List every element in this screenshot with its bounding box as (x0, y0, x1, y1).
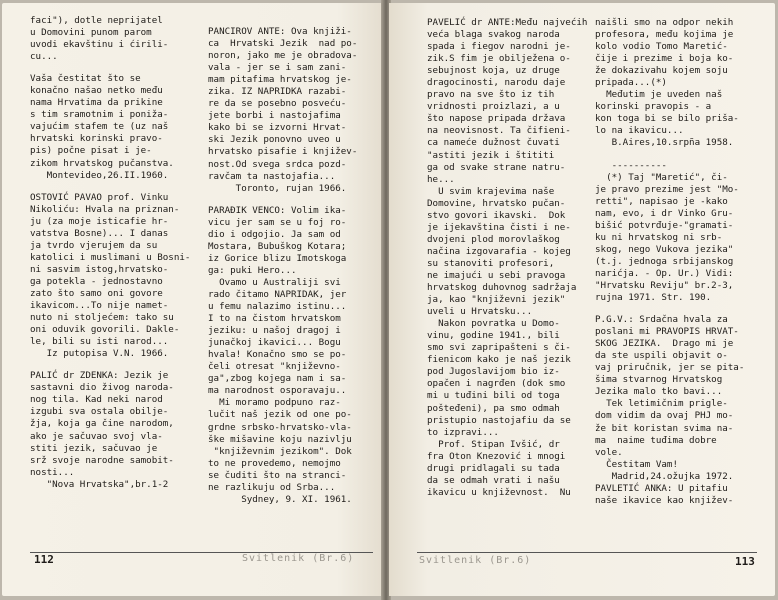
text-line: s tim sramotnim i poniža- (30, 109, 169, 121)
text-line: vinu, godine 1941., bili (427, 330, 560, 342)
text-line: ga od svake strane natru- (427, 161, 566, 173)
right-page (389, 3, 775, 596)
text-line: bišić potvrđuje-"gramati- (595, 219, 734, 231)
text-line: Toronto, rujan 1966. (208, 182, 347, 194)
text-line: ga potekla - jednostavno (30, 275, 163, 287)
text-line: Sydney, 9. XI. 1961. (208, 493, 352, 505)
text-line: ne imajući u sebi pravoga (427, 269, 566, 281)
running-title-right: Svitlenik (Br.6) (419, 555, 532, 566)
text-line (595, 304, 771, 314)
text-line: noron, jako me je obradova- (208, 50, 358, 62)
text-line: hrvatsko pisafie i književ- (208, 146, 358, 158)
text-line: čeli otresat "književno- (208, 361, 341, 373)
text-line: što napose pripada država (427, 113, 566, 125)
text-line: naše ikavice kao književ- (595, 494, 734, 506)
text-line: šima stvarnog Hrvatskog (595, 374, 723, 386)
text-line: ja tvrdo vjerujem da su (30, 239, 158, 251)
text-line: PALIĆ dr ZDENKA: Jezik je (30, 370, 169, 382)
text-line: su stanoviti profesori, (427, 257, 555, 269)
text-line: nam, evo, i dr Vinko Gru- (595, 207, 734, 219)
text-line: vajućim stafem te (uz naš (30, 121, 169, 133)
text-line: B.Aires,10.srpña 1958. (595, 137, 734, 149)
page-number-left: 112 (34, 553, 54, 566)
text-line: hvala! Konačno smo se po- (208, 349, 347, 361)
text-line: na neovisnost. Ta čifieni- (427, 125, 571, 137)
text-line: uveli u Hrvatsku... (427, 306, 533, 318)
text-line: he... (427, 173, 455, 185)
text-line: ravčam ta nastojafia... (208, 170, 336, 182)
text-line: stiti jezik, sačuvao je (30, 442, 158, 454)
text-line: narićja. - Op. Ur.) Vidi: (595, 267, 734, 279)
text-line: skog, nego Vukova jezika" (595, 243, 734, 255)
text-line (30, 360, 208, 370)
text-line: opačen i nagrđen (dok smo (427, 378, 566, 390)
text-line: OSTOVIĆ PAVAO prof. Vinku (30, 191, 169, 203)
text-line: kako bi se izvorni Hrvat- (208, 122, 347, 134)
text-line: ski Jezik ponovno uveo u (208, 134, 341, 146)
text-line: Mi moramo podpuno raz- (208, 397, 341, 409)
text-line: ju (za moje isticafie hr- (30, 215, 169, 227)
text-line (30, 182, 208, 192)
text-line: ni sasvim istog,hrvatsko- (30, 263, 169, 275)
text-line: hrvatskog duhovnog sadržaja (427, 282, 577, 294)
text-line: to izpravi... (427, 426, 499, 438)
text-line: rujna 1971. Str. 190. (595, 292, 712, 304)
text-line: pis) počne pisat i je- (30, 145, 152, 157)
text-line: nosti... (30, 466, 75, 478)
text-line: PAVELIĆ dr ANTE:Među najvećih (427, 17, 588, 28)
text-line: SKOG JEZIKA. Drago mi je (595, 338, 734, 350)
text-line: retti", napisao je -kako (595, 195, 728, 207)
text-line: sastavni dio živog naroda- (30, 382, 174, 394)
text-line: vole. (595, 446, 623, 458)
text-line: ca nameće dužnost čuvati (427, 137, 560, 149)
text-line: P.G.V.: Srdačna hvala za (595, 314, 728, 326)
text-line: u Domovini punom parom (30, 27, 152, 39)
text-line: nuto ni stoljećem: tako su (30, 312, 174, 324)
text-line: PANCIROV ANTE: Ova knjiži- (208, 26, 352, 37)
text-line: iz Gorice blizu Imotskoga (208, 252, 347, 264)
left-column-1 (30, 15, 208, 491)
running-title-left: Svitlenik (Br.6) (242, 553, 355, 564)
text-line: re da se posebno posveću- (208, 98, 347, 110)
text-line: vaj priručnik, jer se pita- (595, 362, 745, 374)
text-line: že dokazivahu kojem soju (595, 65, 728, 77)
text-line: vicu jer sam se u foj ro- (208, 216, 347, 228)
text-line: Madrid,24.ožujka 1972. (595, 470, 734, 482)
text-line: zato što samo oni govore (30, 287, 163, 299)
text-line: korinski pravopis - a (595, 101, 712, 113)
text-line: ja, kao "književni jezik" (427, 294, 566, 306)
text-line: že bit koristan svima na- (595, 422, 734, 434)
text-line: fra Oton Knezović i mnogi (427, 450, 566, 462)
text-line: ma narodnost osporavaju.. (208, 385, 347, 397)
text-line: jete borbi i nastojafima (208, 110, 341, 122)
text-line: pripada...(*) (595, 77, 667, 89)
text-line: ca Hrvatski Jezik nad po- (208, 38, 358, 50)
text-line: drugi pridlagali su tada (427, 462, 560, 474)
text-line: Tek letimičnim priglе- (595, 398, 728, 410)
text-line: oni oduvik govorili. Dakle- (30, 324, 180, 336)
text-line: da se odmah vrati i našu (427, 474, 560, 486)
text-line: kon toga bi se bilo priša- (595, 113, 739, 125)
text-line: Nikoliću: Hvala na priznan- (30, 203, 180, 215)
text-line: ku ni hrvatskog ni srb- (595, 231, 723, 243)
right-column-2 (595, 17, 771, 507)
text-line (30, 63, 208, 73)
text-line: ako je sačuvao svoj vla- (30, 430, 163, 442)
text-line: le, bili su isti narod... (30, 336, 169, 348)
text-line: konačno našao netko među (30, 85, 163, 97)
text-line: I to na čistom hrvatskom (208, 313, 341, 325)
text-line: Ovamo u Australiji svi (208, 276, 341, 288)
left-column-2 (208, 26, 380, 506)
text-line: (t.j. jednoga srbijanskog (595, 255, 734, 267)
text-line: ne razlikuju od Srba... (208, 481, 336, 493)
text-line: "Nova Hrvatska",br.1-2 (30, 478, 169, 490)
text-line: čije i prezime i boja ko- (595, 53, 734, 65)
text-line: da ste uspili objavit o- (595, 350, 728, 362)
text-line: dragocinosti, narodu daje (427, 77, 566, 89)
text-line: lo na ikavicu... (595, 125, 684, 137)
left-footer (34, 553, 374, 566)
text-line: vatstva Bosne)... I danas (30, 227, 169, 239)
text-line: Čestitam Vam! (595, 458, 678, 470)
text-line: pravo na sve što iz tih (427, 89, 555, 101)
text-line: rado čitamo NAPRIDAK, jer (208, 288, 347, 300)
text-line: mi u tuđini bili od toga (427, 390, 560, 402)
text-line: nog tila. Kad neki narod (30, 394, 163, 406)
right-footer (419, 555, 769, 566)
text-line: Prof. Stipan Ivšić, dr (427, 438, 560, 450)
text-line: dio i odgojio. Ja sam od (208, 228, 341, 240)
text-line (208, 195, 380, 205)
text-line: katolici i muslimani u Bosni- (30, 251, 191, 263)
text-line: "Hrvatsku Reviju" br.2-3, (595, 279, 734, 291)
text-line: kolo vodio Tomo Maretić- (595, 41, 728, 53)
text-line: grdne srbsko-hrvatsko-vla- (208, 421, 352, 433)
text-line: žja, koja ga čine narodom, (30, 418, 174, 430)
text-line: "astiti jezik i štititi (427, 149, 555, 161)
text-line: je pravo prezime jest "Mo- (595, 183, 739, 195)
text-line: Međutim je uveden naš (595, 89, 723, 101)
text-line: ga",zbog kojega nam i sa- (208, 373, 347, 385)
text-line: zika. IZ NAPRIDKA razabi- (208, 86, 347, 98)
text-line: u femu nalazimo istinu... (208, 301, 347, 313)
text-line: profesora, među kojima je (595, 29, 734, 41)
text-line: dvojeni plod morovlaškog (427, 233, 560, 245)
text-line: Domovine, hrvatsko pučan- (427, 197, 566, 209)
text-line: Nakon povratka u Domo- (427, 318, 560, 330)
text-line: ga: puki Hero... (208, 264, 297, 276)
text-line: ikavicom...To nije namet- (30, 300, 169, 312)
text-line: (*) Taj "Maretić", či- (595, 171, 728, 183)
text-line: Jezika malo tko bavi... (595, 386, 723, 398)
text-line: naišli smo na odpor nekih (595, 17, 734, 28)
text-line: faci"), dotle neprijatel (30, 15, 163, 26)
text-line: Vaša čestitat što se (30, 73, 141, 85)
footer-rule (417, 552, 757, 553)
text-line: cu... (30, 51, 58, 63)
text-line: ---------- (595, 159, 667, 171)
text-line: lučit naš jezik od one po- (208, 409, 352, 421)
text-line: ma naime tuđima dobre (595, 434, 717, 446)
text-line (595, 150, 771, 160)
text-line: je ijekavština čisti i ne- (427, 221, 571, 233)
text-line: to ne provedemo, nemojmo (208, 457, 341, 469)
page-number-right: 113 (735, 555, 755, 568)
text-line: PAVLETIĆ ANKA: U pitafiu (595, 482, 728, 494)
text-line: mam pitafima hrvatskog je- (208, 74, 352, 86)
text-line: jeziku: u našoj dragoj i (208, 325, 341, 337)
text-line: vala - jer se i sam zani- (208, 62, 347, 74)
text-line: "književnim jezikom". Dok (208, 445, 352, 457)
text-line: načina izgovarafia - kojeg (427, 245, 571, 257)
right-column-1 (427, 17, 599, 499)
text-line: smo svi zapripašteni s či- (427, 342, 571, 354)
text-line: zikom hrvatskog pučanstva. (30, 157, 174, 169)
text-line: pristupio nastojafiu da se (427, 414, 571, 426)
text-line: nama Hrvatima da prikine (30, 97, 163, 109)
text-line: PARAĐIK VENCO: Volim ika- (208, 204, 347, 216)
text-line: U svim krajevima naše (427, 185, 555, 197)
text-line: izgubi sva ostala obilje- (30, 406, 169, 418)
text-line: ikavicu u književnost. Nu (427, 486, 571, 498)
text-line: pošteđeni), pa smo odmah (427, 402, 560, 414)
text-line: vridnosti proizlazi, a u (427, 101, 560, 113)
left-page (2, 3, 383, 596)
text-line: sebujnost koja, uz druge (427, 65, 560, 77)
text-line: nost.Od svega srdca pozd- (208, 158, 347, 170)
text-line: stvo govori ikavski. Dok (427, 209, 566, 221)
text-line: Iz putopisa V.N. 1966. (30, 348, 169, 360)
text-line: veća blaga svakog naroda (427, 29, 560, 41)
text-line: hrvatski korinski pravo- (30, 133, 163, 145)
text-line: spada i fiegov narodni je- (427, 41, 571, 53)
text-line: Mostara, Bubuškog Kotara; (208, 240, 347, 252)
text-line: dom vidim da ovaj PHJ mo- (595, 410, 734, 422)
text-line: zik.S fim je obilježena o- (427, 53, 571, 65)
text-line: uvodi ekavštinu i ćirili- (30, 39, 169, 51)
text-line: srž svoje narodne samobit- (30, 454, 174, 466)
text-line: se čuditi što na stranci- (208, 469, 347, 481)
text-line: pod Jugoslavijom bio iz- (427, 366, 560, 378)
text-line: Montevideo,26.II.1960. (30, 169, 169, 181)
text-line: ške mišavine koju nazivlju (208, 433, 352, 445)
text-line: poslani mi PRAVOPIS HRVAT- (595, 326, 739, 338)
text-line: junačkoj ikavici... Bogu (208, 337, 341, 349)
text-line: fienicom kako je naš jezik (427, 354, 571, 366)
